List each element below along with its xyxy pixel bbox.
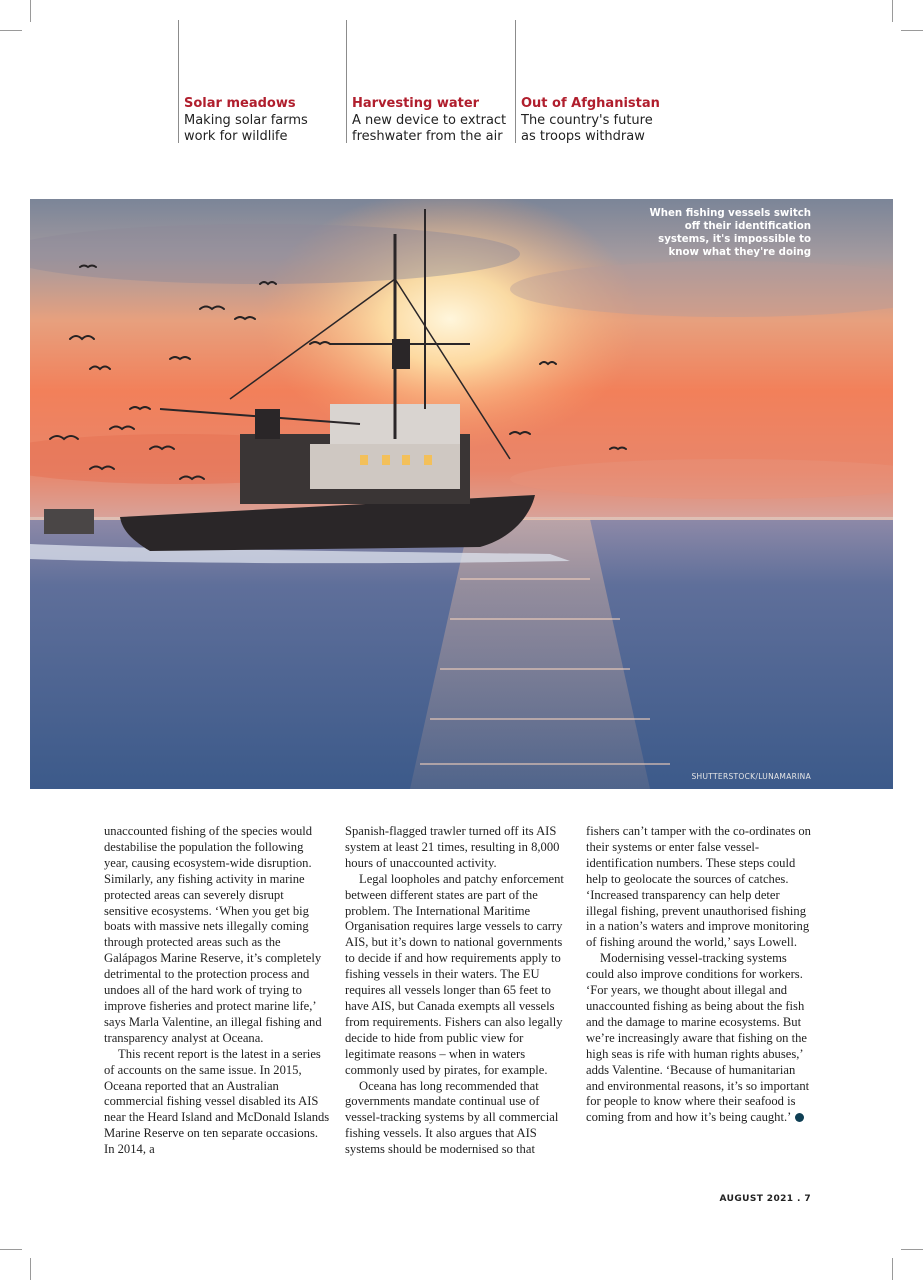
teaser-solar-meadows[interactable] [178, 20, 308, 144]
teaser-title: Solar meadows [184, 96, 296, 111]
paragraph-text: Modernising vessel-tracking systems could also improve conditions for workers. ‘For years, we thought about illegal and unaccounted fishing as being about the fish and the damage to marine ecosystems. But we’re increasingly aware that fishing on the high seas is rife with human rights abuses,’ adds Valentine. ‘Because of humanitarian and environmental reasons, it’s so important for people to know where their seafood is coming from and how it’s being caught.’ [586, 951, 810, 1125]
page-folio: AUGUST 2021 . 7 [719, 1194, 811, 1204]
paragraph [586, 951, 812, 1126]
article-column-2 [345, 824, 571, 1158]
article-column-1 [104, 824, 330, 1158]
teaser-subtitle: The country's future as troops withdraw [521, 113, 653, 144]
teaser-subtitle: A new device to extract freshwater from the air [352, 113, 507, 144]
teaser-title: Harvesting water [352, 96, 480, 111]
crop-mark [892, 0, 893, 22]
paragraph: Spanish-flagged trawler turned off its AIS system at least 21 times, resulting in 8,000 hours of unaccounted activity. [345, 824, 560, 870]
paragraph: fishers can’t tamper with the co-ordinates on their systems or enter false vessel-identification numbers. These steps could help to geolocate the sources of catches. ‘Increased transparency can help deter illegal fishing, prevent unauthorised fishing in a nation’s waters and improve monitoring of fishing around the world,’ says Lowell. [586, 824, 811, 950]
photo-credit: SHUTTERSTOCK/LUNAMARINA [691, 772, 811, 781]
teaser-subtitle: Making solar farms work for wildlife [184, 113, 308, 144]
paragraph: Oceana has long recommended that governments mandate continual use of vessel-tracking systems by all commercial fishing vessels. It also argues that AIS systems should be modernised so that [345, 1078, 559, 1157]
crop-mark [901, 1249, 923, 1250]
teaser-harvesting-water[interactable] [346, 20, 507, 144]
article-column-3 [586, 824, 812, 1126]
crop-mark [30, 1258, 31, 1280]
hero-photo [30, 199, 893, 789]
fishing-trawler-sunset-image [30, 199, 893, 789]
paragraph: Legal loopholes and patchy enforcement between different states are part of the problem. The International Maritime Organisation requires large vessels to carry AIS, but it’s down to national governments to decide if and how requirements apply to fishing vessels in their waters. The EU requires all vessels longer than 65 feet to have AIS, but Canada exempts all vessels from requirements. Fishers can also legally decide to hide from public view for legitimate reasons – when in waters commonly used by pirates, for example. [345, 871, 564, 1077]
photo-caption: When fishing vessels switch off their identification systems, it's impossible to know what they're doing [649, 208, 811, 258]
teaser-out-of-afghanistan[interactable] [515, 20, 660, 144]
crop-mark [30, 0, 31, 22]
teaser-title: Out of Afghanistan [521, 96, 660, 111]
end-of-article-icon [795, 1113, 804, 1122]
paragraph: unaccounted fishing of the species would destabilise the population the following year, causing ecosystem-wide disruption. Similarly, any fishing activity in marine protected areas can severely disrupt sensitive ecosystems. ‘When you get big boats with massive nets illegally coming through protected areas such as the Galápagos Marine Reserve, it’s completely detrimental to the protection process and undoes all of the hard work of trying to improve fisheries and protect marine life,’ says Marla Valentine, an illegal fishing and transparency analyst at Oceana. [104, 824, 322, 1045]
crop-mark [901, 30, 923, 31]
crop-mark [892, 1258, 893, 1280]
crop-mark [0, 30, 22, 31]
paragraph: This recent report is the latest in a series of accounts on the same issue. In 2015, Oceana reported that an Australian commercial fishing vessel disabled its AIS near the Heard Island and McDonald Islands Marine Reserve on ten separate occasions. In 2014, a [104, 1046, 330, 1157]
crop-mark [0, 1249, 22, 1250]
